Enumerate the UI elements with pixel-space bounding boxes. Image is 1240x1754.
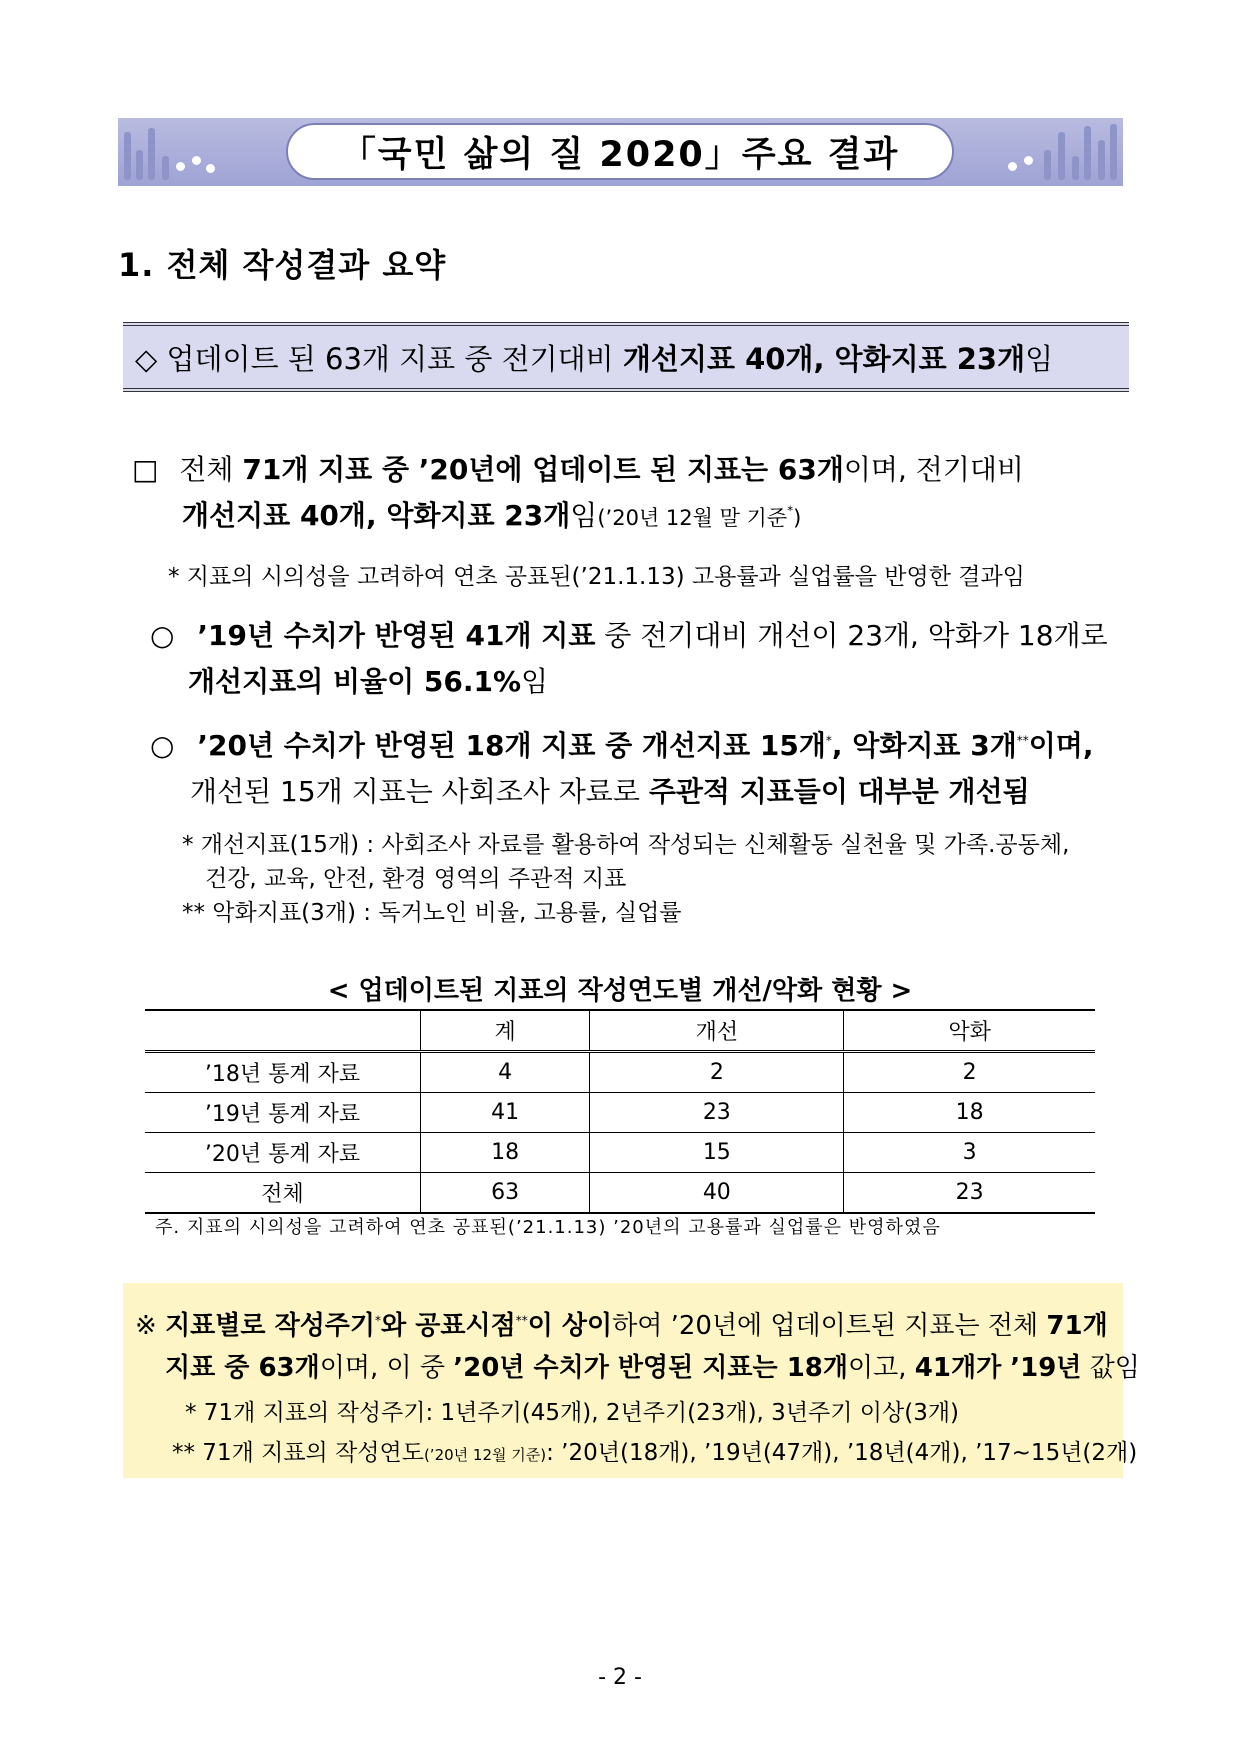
para1-line2: 개선지표 40개, 악화지표 23개임(’20년 12월 말 기준*)	[182, 499, 802, 532]
header-worsened: 악화	[844, 1010, 1095, 1052]
table-row: ’19년 통계 자료 41 23 18	[145, 1093, 1095, 1133]
banner-title: 「국민 삶의 질 2020」주요 결과	[286, 123, 954, 180]
table-row-total: 전체 63 40 23	[145, 1173, 1095, 1214]
summary-prefix: ◇ 업데이트 된 63개 지표 중 전기대비	[135, 341, 623, 376]
results-table	[145, 1009, 1095, 1214]
header-improved: 개선	[590, 1010, 844, 1052]
summary-suffix: 임	[1025, 341, 1054, 376]
para1-line1: □ 전체 71개 지표 중 ’20년에 업데이트 된 지표는 63개이며, 전기대비	[132, 453, 1024, 486]
notebox-line2: 지표 중 63개이며, 이 중 ’20년 수치가 반영된 지표는 18개이고, 41개가 ’19년 값임	[165, 1353, 1140, 1383]
table-row: ’18년 통계 자료 4 2 2	[145, 1052, 1095, 1093]
title-banner	[118, 118, 1123, 186]
section-title: 1. 전체 작성결과 요약	[118, 246, 447, 284]
header-total: 계	[421, 1010, 590, 1052]
table-row: ’20년 통계 자료 18 15 3	[145, 1133, 1095, 1173]
note-2b: ** 악화지표(3개) : 독거노인 비율, 고용률, 실업률	[182, 900, 682, 926]
item1-line1: ○ ’19년 수치가 반영된 41개 지표 중 전기대비 개선이 23개, 악화가 18개로	[150, 619, 1108, 652]
notebox-line1: ※ 지표별로 작성주기*와 공표시점**이 상이하여 ’20년에 업데이트된 지표는 전체 71개	[135, 1311, 1108, 1341]
square-bullet: □	[132, 453, 159, 486]
note-2a-line1: * 개선지표(15개) : 사회조사 자료를 활용하여 작성되는 신체활동 실천율 및 가족.공동체,	[182, 832, 1070, 858]
circle-bullet: ○	[150, 619, 175, 652]
notebox-note2: ** 71개 지표의 작성연도(’20년 12월 기준): ’20년(18개), ’19년(47개), ’18년(4개), ’17~15년(2개)	[172, 1440, 1138, 1466]
page-number: - 2 -	[598, 1665, 642, 1690]
table-title: < 업데이트된 지표의 작성연도별 개선/악화 현황 >	[327, 976, 913, 1006]
summary-bold: 개선지표 40개, 악화지표 23개	[622, 341, 1026, 376]
item2-line1: ○ ’20년 수치가 반영된 18개 지표 중 개선지표 15개*, 악화지표 3개**이며,	[150, 729, 1094, 762]
notebox-note1: * 71개 지표의 작성주기: 1년주기(45개), 2년주기(23개), 3년주기 이상(3개)	[185, 1400, 960, 1426]
table-footnote: 주. 지표의 시의성을 고려하여 연초 공표된(’21.1.13) ’20년의 고용률과 실업률은 반영하였음	[155, 1217, 941, 1238]
table-header-row	[145, 1010, 1095, 1052]
item2-line2: 개선된 15개 지표는 사회조사 자료로 주관적 지표들이 대부분 개선됨	[190, 775, 1030, 808]
summary-box	[123, 322, 1129, 392]
item1-line2: 개선지표의 비율이 56.1%임	[188, 665, 549, 698]
note-2a-line2: 건강, 교육, 안전, 환경 영역의 주관적 지표	[205, 866, 627, 892]
circle-bullet: ○	[150, 729, 175, 762]
note-1: * 지표의 시의성을 고려하여 연초 공표된(’21.1.13) 고용률과 실업률을 반영한 결과임	[168, 564, 1025, 590]
